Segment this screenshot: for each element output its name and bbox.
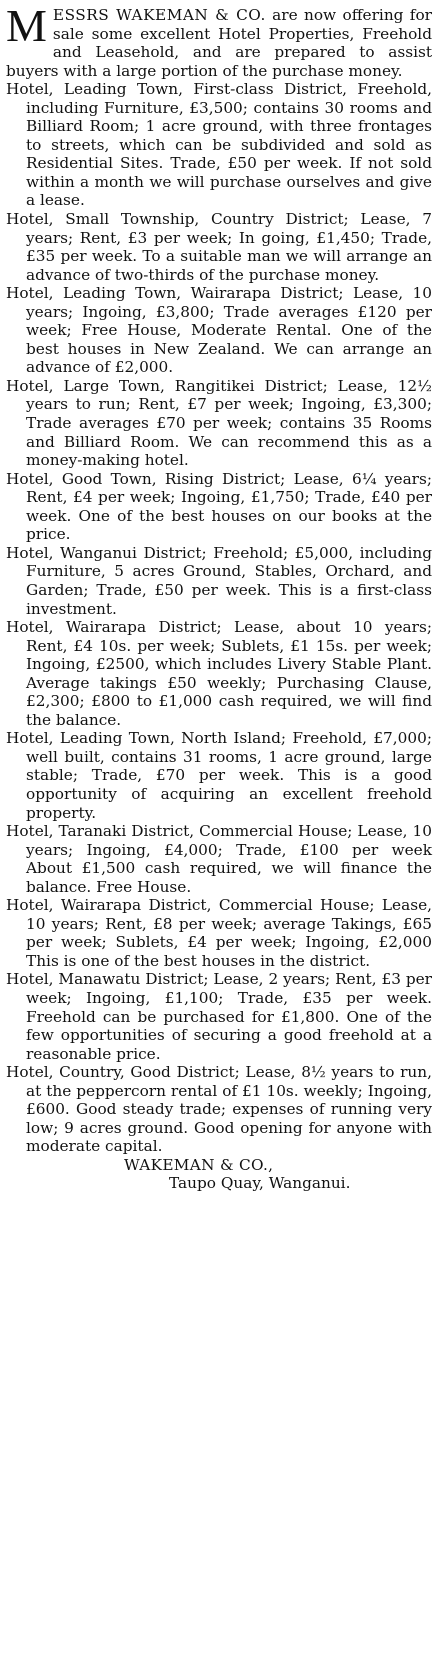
listing-11: Hotel, Manawatu District; Lease, 2 years; Rent, £3 per week; Ingoing, £1,100; Trade, £35 per week. Freehold can be purchased for £1,800. One of the few opportunities of securing a good freehold at a reasonable price.: [6, 970, 432, 1063]
listing-6: Hotel, Wanganui District; Freehold; £5,000, including Furniture, 5 acres Ground, Stables, Orchard, and Garden; Trade, £50 per week. This is a first-class investment.: [6, 543, 432, 618]
drop-cap: M: [6, 0, 47, 51]
listing-1: Hotel, Leading Town, First-class District, Freehold, including Furniture, £3,500; contains 30 rooms and Billiard Room; 1 acre ground, with three frontages to streets, which can be subdivided and sold as Residential Sites. Trade, £50 per week. If not sold within a month we will purchase ourselves and give a lease.: [6, 80, 432, 210]
listing-5: Hotel, Good Town, Rising District; Lease, 6¼ years; Rent, £4 per week; Ingoing, £1,750; Trade, £40 per week. One of the best houses on our books at the price.: [6, 469, 432, 544]
signature-block: [6, 1156, 432, 1193]
listing-4: Hotel, Large Town, Rangitikei District; Lease, 12½ years to run; Rent, £7 per week; Ingoing, £3,300; Trade averages £70 per week; contains 35 Rooms and Billiard Room. We can recommend this as a money-making hotel.: [6, 376, 432, 470]
signature-address: Taupo Quay, Wanganui.: [169, 1174, 351, 1193]
intro-lead: ESSRS WAKEMAN & CO.: [52, 6, 266, 24]
listing-3: Hotel, Leading Town, Wairarapa District; Lease, 10 years; Ingoing, £3,800; Trade averages £120 per week; Free House, Moderate Rental. One of the best houses in New Zealand. We can arrange an advance of £2,000.: [6, 284, 432, 377]
intro-paragraph: [6, 0, 432, 80]
listing-2: Hotel, Small Township, Country District; Lease, 7 years; Rent, £3 per week; In going, £1,450; Trade, £35 per week. To a suitable man we will arrange an advance of two-thirds of the purchase money.: [6, 210, 432, 284]
signature-name: WAKEMAN & CO.,: [124, 1155, 274, 1174]
listing-9: Hotel, Taranaki District, Commercial House; Lease, 10 years; Ingoing, £4,000; Trade, £100 per week About £1,500 cash required, we will finance the balance. Free House.: [6, 822, 432, 896]
listing-8: Hotel, Leading Town, North Island; Freehold, £7,000; well built, contains 31 rooms, 1 acre ground, large stable; Trade, £70 per week. This is a good opportunity of acquiring an excellent freehold property.: [6, 729, 432, 822]
listing-10: Hotel, Wairarapa District, Commercial House; Lease, 10 years; Rent, £8 per week; average Takings, £65 per week; Sublets, £4 per week; Ingoing, £2,000 This is one of the best houses in the district.: [6, 896, 432, 970]
listing-12: Hotel, Country, Good District; Lease, 8½ years to run, at the peppercorn rental of £1 10s. weekly; Ingoing, £600. Good steady trade; expenses of running very low; 9 acres ground. Good opening for anyone with moderate capital.: [6, 1063, 432, 1156]
listing-7: Hotel, Wairarapa District; Lease, about 10 years; Rent, £4 10s. per week; Sublets, £1 15s. per week; Ingoing, £2500, which includes Livery Stable Plant. Average takings £50 weekly; Purchasing Clause, £2,300; £800 to £1,000 cash required, we will find the balance.: [6, 618, 432, 729]
intro-text: are now offering for sale some excellent Hotel Properties, Freehold and Leasehold, and are prepared to assist buyers with a large portion of the purchase money.: [6, 6, 432, 80]
